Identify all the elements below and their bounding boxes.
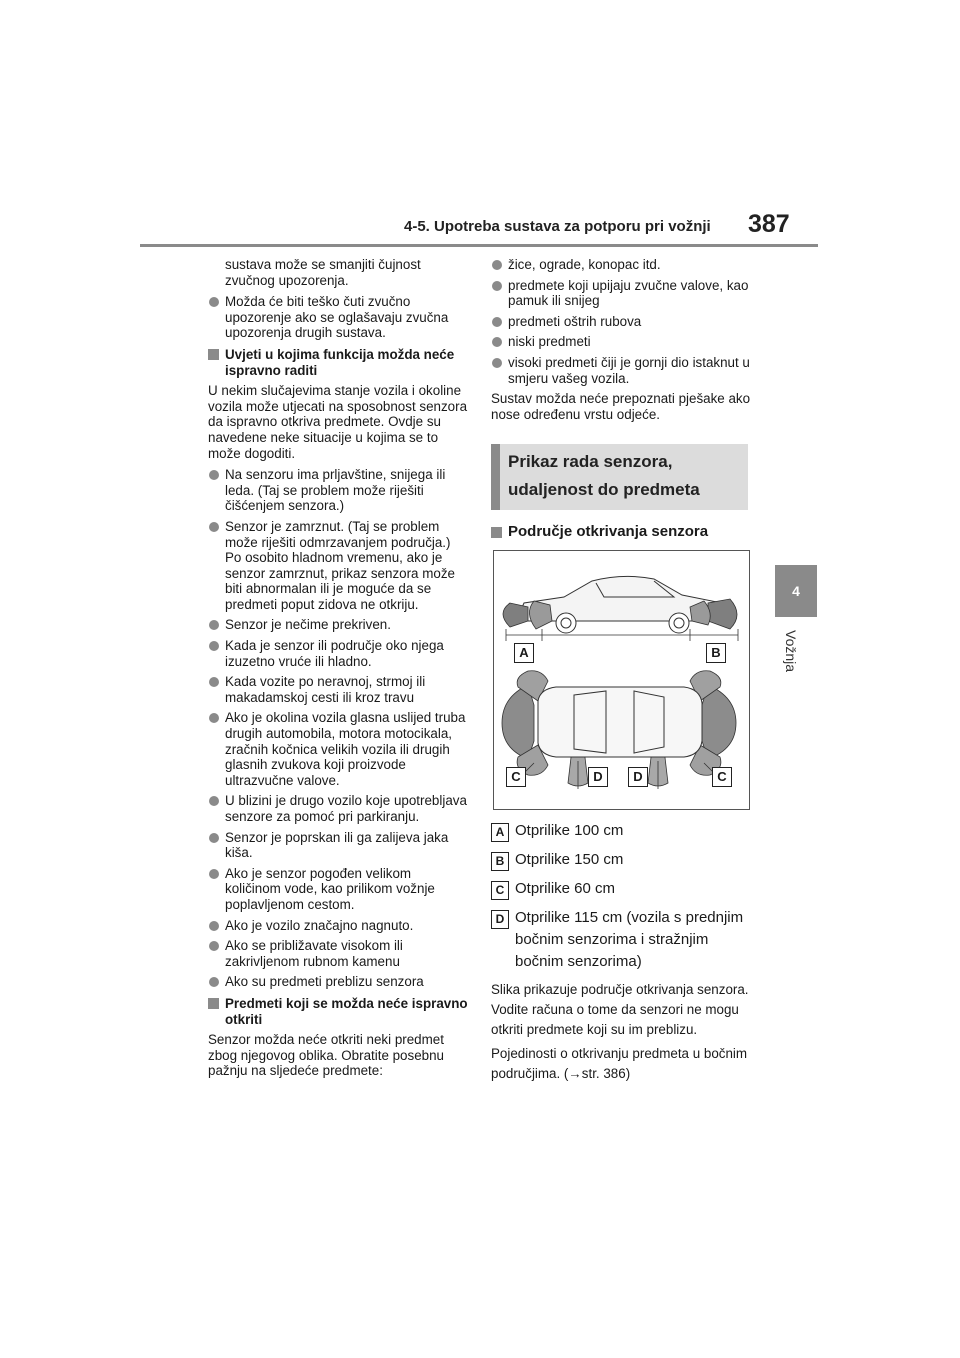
- list-item: predmete koji upijaju zvučne valove, kao pamuk ili snijeg: [491, 278, 753, 309]
- cross-reference-note: Pojedinosti o otkrivanju predmeta u bočnim područjima. (→str. 386): [491, 1045, 748, 1081]
- legend-item: [491, 820, 753, 842]
- list-item: U blizini je drugo vozilo koje upotrebljava senzore za pomoć pri parkiranju.: [208, 793, 470, 824]
- list-item: Kada vozite po neravnoj, strmoj ili makadamskoj cesti ili kroz travu: [208, 674, 470, 705]
- list-item: Ako su predmeti preblizu senzora: [208, 974, 470, 990]
- page-number: 387: [748, 210, 790, 238]
- legend-item: [491, 907, 753, 973]
- figure-note: Slika prikazuje područje otkrivanja senzora. Vodite računa o tome da senzori ne mogu otkriti predmete koji su im preblizu.: [491, 981, 749, 1037]
- paragraph: Senzor možda neće otkriti neki predmet zbog njegovog oblika. Obratite posebnu pažnju na sljedeće predmete:: [208, 1032, 444, 1079]
- side-view-dimension-lines: [506, 629, 738, 641]
- top-view-car: [538, 687, 702, 757]
- list-item: Možda će biti teško čuti zvučno upozorenje ako se oglašavaju zvučna upozorenja drugih sustava.: [208, 294, 470, 341]
- figure-label-d-left: D: [588, 767, 608, 787]
- sensor-detection-figure: [493, 550, 750, 810]
- legend-text: Otprilike 150 cm: [515, 850, 624, 868]
- subheading-conditions: Uvjeti u kojima funkcija možda neće ispravno raditi: [208, 347, 470, 378]
- left-column: [208, 257, 470, 1085]
- list-item: niski predmeti: [491, 334, 753, 350]
- legend-text: Otprilike 60 cm: [515, 879, 616, 897]
- list-item: žice, ograde, konopac itd.: [491, 257, 753, 273]
- legend-key: A: [491, 823, 509, 842]
- chapter-label: Vožnja: [783, 630, 799, 673]
- list-item: Ako je vozilo značajno nagnuto.: [208, 918, 470, 934]
- legend-key: B: [491, 852, 509, 871]
- right-column: [491, 257, 753, 1088]
- list-item: visoki predmeti čiji je gornji dio istaknut u smjeru vašeg vozila.: [491, 355, 753, 386]
- paragraph: U nekim slučajevima stanje vozila i okoline vozila može utjecati na sposobnost senzora da ispravno otkriva predmete. Ovdje su navedene neke situacije u kojima se to može dogoditi.: [208, 383, 468, 461]
- list-item: Kada je senzor ili područje oko njega izuzetno vruće ili hladno.: [208, 638, 470, 669]
- figure-label-c-right: C: [712, 767, 732, 787]
- legend-item: [491, 878, 753, 900]
- legend-key: C: [491, 881, 509, 900]
- list-item: Senzor je zamrznut. (Taj se problem može riješiti odmrzavanjem područja.) Po osobito hladnom vremenu, ako je senzor zamrznut, prikaz senzora može biti abnormalan ili je moguće da se predmeti poput zidova ne otkriju.: [208, 519, 470, 613]
- figure-label-b: B: [706, 643, 726, 663]
- section-title: 4-5. Upotreba sustava za potporu pri vožnji: [404, 218, 711, 235]
- section-heading-box: Prikaz rada senzora, udaljenost do predmeta: [491, 444, 748, 510]
- intro-text: sustava može se smanjiti čujnost zvučnog upozorenja.: [225, 257, 421, 288]
- car-sensor-diagram: [494, 551, 749, 809]
- legend-text: Otprilike 100 cm: [515, 821, 624, 839]
- subheading-detection-area: Područje otkrivanja senzora: [491, 524, 753, 540]
- legend-text: Otprilike 115 cm (vozila s prednjim bočnim senzorima i stražnjim bočnim senzorima): [515, 908, 744, 970]
- legend-key: D: [491, 910, 509, 929]
- list-item: Senzor je poprskan ili ga zalijeva jaka kiša.: [208, 830, 470, 861]
- legend-item: [491, 849, 753, 871]
- figure-label-a: A: [514, 643, 534, 663]
- figure-label-c-left: C: [506, 767, 526, 787]
- chapter-tab[interactable]: 4: [775, 565, 817, 617]
- figure-label-d-right: D: [628, 767, 648, 787]
- paragraph: Sustav možda neće prepoznati pješake ako nose određenu vrstu odjeće.: [491, 391, 751, 422]
- list-item: Ako je senzor pogođen velikom količinom vode, kao prilikom vožnje poplavljenom cestom.: [208, 866, 470, 913]
- list-item: predmeti oštrih rubova: [491, 314, 753, 330]
- list-item: Ako se približavate visokom ili zakrivljenom rubnom kamenu: [208, 938, 470, 969]
- list-item: Na senzoru ima prljavštine, snijega ili leda. (Taj se problem može riješiti čišćenjem senzora.): [208, 467, 470, 514]
- list-item: Senzor je nečime prekriven.: [208, 617, 470, 633]
- subheading-objects: Predmeti koji se možda neće ispravno otkriti: [208, 996, 470, 1027]
- list-item: Ako je okolina vozila glasna uslijed truba drugih automobila, motora motocikala, zračnih kočnica velikih vozila ili drugih glasnih zvukova koji proizvode ultrazvučne valove.: [208, 710, 470, 788]
- header-divider: [140, 244, 818, 247]
- top-view-arrows: [520, 761, 718, 789]
